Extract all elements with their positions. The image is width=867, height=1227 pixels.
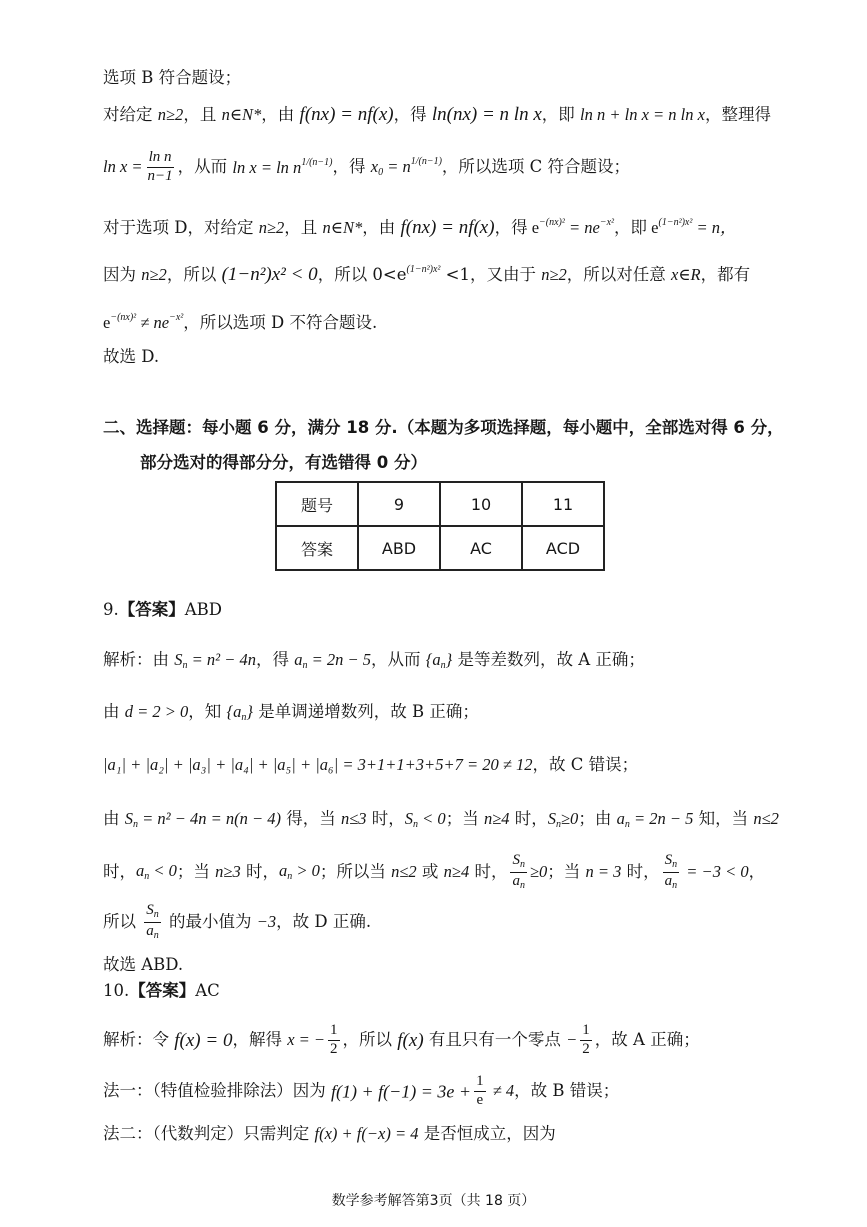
math: n≥2 (141, 265, 167, 284)
table-row (276, 526, 604, 570)
math: n∈N* (322, 218, 363, 237)
math: ln n + ln x = n ln x (580, 105, 705, 124)
text: ，且 (284, 218, 323, 237)
table-cell: 9 (358, 482, 440, 526)
fraction: $\frac{S_n}{a_n}$ (664, 852, 678, 891)
table-cell: 11 (522, 482, 604, 526)
text: ，即 (541, 105, 581, 124)
table-cell: 10 (440, 482, 522, 526)
text: ，所以 0<e (317, 265, 407, 284)
math: $\ln x = \ln n^{1/(n-1)}$ (232, 157, 333, 177)
text-line (103, 349, 159, 366)
math: ln(nx) = n ln x (431, 104, 542, 125)
text: 故选 D. (103, 347, 160, 366)
text-line: 故选 ABD. (103, 955, 184, 974)
math: ≠ ne (136, 313, 170, 332)
table-cell: AC (440, 526, 522, 570)
text-line: 因为 n≥2，所以 (1−n²)x² < 0，所以 $0<e^{(1-n^2)x^2} <1$，又由于 n≥2，所以对任意 x∈R，都有 (103, 264, 751, 285)
table-row (276, 482, 604, 526)
math: e (103, 313, 111, 332)
text-line: 由 $S_n = n^2 - 4n = n(n - 4)$ 得，当 n≤3 时，$S_n < 0$；当 n≥4 时，$S_n\ge 0$；由 $a_n = 2n - 5$ 知，当 n≤2 (103, 809, 779, 830)
math: x∈R (671, 265, 701, 284)
text: ，所以选项 D 不符合题设. (183, 313, 378, 332)
math: n≥2 (157, 105, 184, 124)
section-title-cont: 部分选对的得部分分，有选错得 0 分） (140, 453, 427, 472)
text-line: 法二：（代数判定）只需判定 f(x) + f(−x) = 4 是否恒成立，因为 (103, 1124, 556, 1143)
text: ，由 (261, 105, 300, 124)
table-cell: ACD (522, 526, 604, 570)
table-cell: 答案 (276, 526, 358, 570)
text: <1，又由于 (440, 265, 542, 284)
text: ，得 (332, 157, 371, 176)
text: ，整理得 (704, 105, 771, 124)
text: ，得 e (494, 218, 540, 237)
math: n∈N* (221, 105, 262, 124)
text: 选项 B 符合题设； (103, 68, 242, 87)
q10-heading: 10.【答案】AC (103, 981, 220, 1000)
table-cell: 题号 (276, 482, 358, 526)
fraction: $\frac{1}{e}$ (476, 1073, 484, 1108)
text-line (103, 70, 241, 87)
text-line (103, 150, 630, 185)
text: ，都有 (700, 265, 751, 284)
math: (1−n²)x² < 0 (221, 264, 318, 285)
text: ，所以选项 C 符合题设； (441, 157, 631, 176)
text-line: 所以 $\frac{S_n}{a_n}$ 的最小值为 −3，故 D 正确. (103, 902, 372, 941)
text-line: 由 d = 2 > 0，知 $\{a_n\}$ 是单调递增数列，故 B 正确； (103, 702, 479, 723)
text: ，且 (183, 105, 222, 124)
text-line: 时，$a_n < 0$；当 n≥3 时，$a_n > 0$；所以当 n≤2 或 n≥4 时， $\frac{S_n}{a_n}$ ≥0；当 n = 3 时， $\frac{S_n}{a_n}$ = −3 < 0， (103, 852, 766, 891)
text-line: 解析：由 $S_n = n^2 - 4n$，得 $a_n = 2n - 5$，从而 $\{a_n\}$ 是等差数列，故 A 正确； (103, 650, 645, 671)
math: = ne (564, 218, 600, 237)
text-line: 解析：令 f(x) = 0，解得 x = − $\frac{1}{2}$ ，所以 f(x) 有且只有一个零点 − $\frac{1}{2}$ ，故 A 正确； (103, 1022, 700, 1057)
section-title: 二、选择题：每小题 6 分，满分 18 分.（本题为多项选择题，每小题中，全部选对得 6 分， (103, 418, 784, 437)
fraction: $\frac{\text{ln n}}{n-1}$ (147, 149, 173, 184)
text: ，所以 (166, 265, 222, 284)
text-line: $e^{-(nx)^2} \ne ne^{-x^2}$，所以选项 D 不符合题设. (103, 312, 378, 332)
math: $x_0 = n^{1/(n-1)}$ (370, 155, 442, 178)
text-line: |a₁| + |a₂| + |a₃| + |a₄| + |a₅| + |a₆| = 3+1+1+3+5+7 = 20 ≠ 12，故 C 错误； (103, 755, 639, 774)
text: ，所以对任意 (566, 265, 672, 284)
table-cell: ABD (358, 526, 440, 570)
fraction: $\frac{S_n}{a_n}$ (146, 902, 159, 941)
math: f(nx) = nf(x) (299, 104, 394, 125)
fraction: $\frac{1}{2}$ (330, 1022, 338, 1057)
math: = n， (692, 218, 737, 237)
math: n≥2 (258, 218, 285, 237)
answer-table (275, 481, 605, 571)
text: ，由 (362, 218, 401, 237)
q9-heading: 9.【答案】ABD (103, 600, 223, 619)
math: n≥2 (541, 265, 567, 284)
text: 因为 (103, 265, 142, 284)
math: ln x = (103, 157, 143, 176)
fraction: $\frac{S_n}{a_n}$ (512, 852, 525, 891)
text: ，从而 (177, 157, 233, 176)
text: 对给定 (103, 105, 158, 124)
fraction: $\frac{1}{2}$ (582, 1022, 590, 1057)
text: 对于选项 D，对给定 (103, 218, 259, 237)
text-line: 对于选项 D，对给定 n≥2，且 n∈N*，由 f(nx) = nf(x)，得 $e^{-(nx)^2} = ne^{-x^2}$，即 $e^{(1-n^2)x^2} = n$， (103, 217, 737, 238)
text-line (103, 105, 771, 124)
text: ，得 (393, 105, 432, 124)
text: ，即 e (614, 218, 659, 237)
math: f(nx) = nf(x) (400, 217, 495, 238)
text-line: 法一：（特值检验排除法）因为 f(1) + f(−1) = 3e + $\frac{1}{e}$ ≠ 4，故 B 错误； (103, 1073, 620, 1108)
page-footer: 数学参考解答第3页（共 18 页） (331, 1193, 536, 1209)
